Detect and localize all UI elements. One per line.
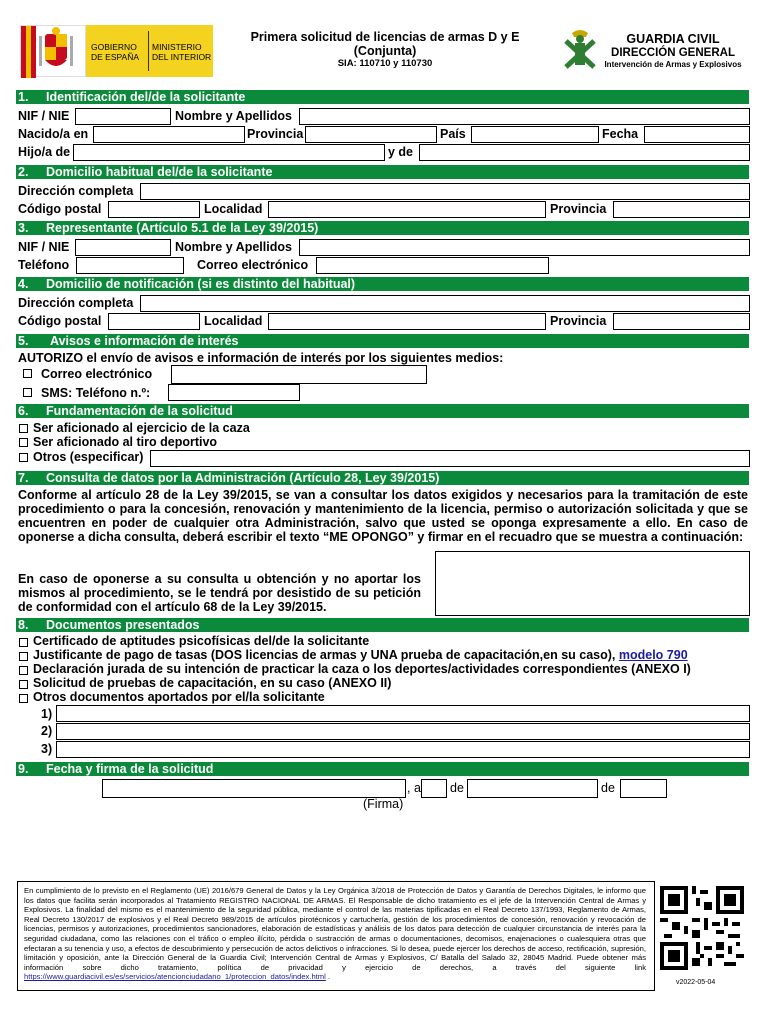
provincia-label: Provincia bbox=[247, 127, 304, 141]
section-2-header bbox=[16, 165, 749, 179]
form-title bbox=[240, 30, 530, 70]
section-9-header bbox=[16, 762, 749, 776]
title-line1: Primera solicitud de licencias de armas D y E bbox=[250, 30, 520, 44]
localidad-label: Localidad bbox=[204, 314, 263, 328]
doc-item-2-label: 2) bbox=[41, 724, 53, 738]
direccion-label: Dirección completa bbox=[18, 296, 134, 310]
localidad-field[interactable] bbox=[268, 201, 546, 218]
section-6-header bbox=[16, 404, 749, 418]
provincia-label: Provincia bbox=[550, 314, 607, 328]
sms-label: SMS: Teléfono n.º: bbox=[41, 386, 151, 400]
cp-field[interactable] bbox=[108, 313, 200, 330]
sms-checkbox[interactable] bbox=[23, 388, 32, 397]
de-label-2: de bbox=[601, 781, 615, 795]
telefono-field[interactable] bbox=[76, 257, 184, 274]
localidad-field[interactable] bbox=[268, 313, 546, 330]
doc-item-3-label: 3) bbox=[41, 742, 53, 756]
de-label-1: de bbox=[450, 781, 464, 795]
doc-item-3-field[interactable] bbox=[56, 741, 750, 758]
section-number: 9. bbox=[18, 762, 29, 776]
nacido-label: Nacido/a en bbox=[18, 127, 89, 141]
section-number: 6. bbox=[18, 404, 29, 418]
doc2-label: Justificante de pago de tasas (DOS licencias de armas y UNA prueba de capacitación,en su caso), bbox=[33, 648, 616, 662]
doc3-label: Declaración jurada de su intención de practicar la caza o los deportes/actividades correspondientes (ANEXO I) bbox=[33, 662, 691, 676]
section-title: Identificación del/de la solicitante bbox=[46, 90, 246, 104]
section-title: Consulta de datos por la Administración (Artículo 28, Ley 39/2015) bbox=[46, 471, 440, 485]
yde-field[interactable] bbox=[419, 144, 750, 161]
sms-phone-field[interactable] bbox=[168, 384, 300, 401]
section-5-header bbox=[16, 334, 749, 348]
otros-label: Otros (especificar) bbox=[33, 450, 144, 464]
section-title: Domicilio habitual del/de la solicitante bbox=[46, 165, 273, 179]
doc-item-1-label: 1) bbox=[41, 707, 53, 721]
section-7-header bbox=[16, 471, 749, 485]
doc1-label: Certificado de aptitudes psicofísicas del/de la solicitante bbox=[33, 634, 370, 648]
section-1-header bbox=[16, 90, 749, 104]
gov-text bbox=[91, 42, 139, 62]
section-title: Avisos e información de interés bbox=[50, 334, 239, 348]
correo-label: Correo electrónico bbox=[197, 258, 309, 272]
section-number: 4. bbox=[18, 277, 29, 291]
guardia-civil-emblem-icon bbox=[560, 27, 600, 75]
version-label: v2022-05-04 bbox=[676, 979, 716, 986]
section-4-header bbox=[16, 277, 749, 291]
me-opongo-box[interactable] bbox=[435, 551, 750, 616]
ministry-text bbox=[152, 42, 211, 62]
section-8-header bbox=[16, 618, 749, 632]
fecha-field[interactable] bbox=[644, 126, 750, 143]
nombre-label: Nombre y Apellidos bbox=[175, 109, 292, 123]
a-label: , a bbox=[407, 781, 421, 795]
section-title: Documentos presentados bbox=[46, 618, 200, 632]
autorizo-text: AUTORIZO el envío de avisos e información de interés por los siguientes medios: bbox=[18, 351, 504, 365]
fecha-label: Fecha bbox=[602, 127, 639, 141]
telefono-label: Teléfono bbox=[18, 258, 70, 272]
coat-of-arms-icon bbox=[20, 25, 86, 77]
sia-code: SIA: 110710 y 110730 bbox=[337, 58, 433, 69]
provincia-field[interactable] bbox=[613, 201, 750, 218]
yde-label: y de bbox=[388, 145, 414, 159]
doc5-checkbox[interactable] bbox=[19, 694, 28, 703]
direccion-label: Dirección completa bbox=[18, 184, 134, 198]
legal-notice bbox=[24, 886, 646, 982]
section-number: 8. bbox=[18, 618, 29, 632]
gov-line2: DE ESPAÑA bbox=[91, 52, 140, 62]
gc-title: GUARDIA CIVIL bbox=[626, 32, 720, 46]
provincia-field[interactable] bbox=[305, 126, 437, 143]
section-number: 1. bbox=[18, 90, 29, 104]
anio-field[interactable] bbox=[620, 779, 667, 798]
nif-label: NIF / NIE bbox=[18, 109, 70, 123]
lugar-field[interactable] bbox=[102, 779, 406, 798]
pais-label: País bbox=[440, 127, 466, 141]
firma-label: (Firma) bbox=[363, 797, 404, 811]
doc4-checkbox[interactable] bbox=[19, 680, 28, 689]
nacido-field[interactable] bbox=[93, 126, 245, 143]
section-title: Fecha y firma de la solicitud bbox=[46, 762, 214, 776]
localidad-label: Localidad bbox=[204, 202, 263, 216]
direccion-field[interactable] bbox=[140, 295, 750, 312]
section-number: 7. bbox=[18, 471, 29, 485]
section-number: 2. bbox=[18, 165, 29, 179]
doc3-checkbox[interactable] bbox=[19, 666, 28, 675]
doc4-label: Solicitud de pruebas de capacitación, en su caso (ANEXO II) bbox=[33, 676, 392, 690]
section-title: Representante (Artículo 5.1 de la Ley 39/2015) bbox=[46, 221, 319, 235]
section-title: Domicilio de notificación (si es distinto del habitual) bbox=[46, 277, 356, 291]
direccion-field[interactable] bbox=[140, 183, 750, 200]
provincia-field[interactable] bbox=[613, 313, 750, 330]
nif-label: NIF / NIE bbox=[18, 240, 70, 254]
legal-text: En cumplimiento de lo previsto en el Reglamento (UE) 2016/679 General de Datos y la Ley Orgánica 3/2018 de Protección de Datos y Garantía de Derechos Digitales, le informo que los datos que facilita serán incorporados al Tratamiento REGISTRO NACIONAL DE ARMAS. El Responsable de dicho tratamiento es el jefe de la Intervención Central de Armas y Explosivos. La finalidad del mismo es el mantenimiento de la seguridad pública, mediante el control de las materias tipificadas en el Real Decreto 137/1993, Reglamento de Armas, Real Decreto 130/2017 de explosivos y el Real Decreto 989/2015 de artículos pirotécnicos y cartuchería, gestión de los procedimientos de concesión, renovación y revocación de licencias, permisos y autorizaciones, procedimientos sancionadores, elaboración de estadísticas y análisis de los datos para detección de cualquier circunstancia de interés para la seguridad ciudadana, como las relaciones con el tráfico o empleo ilícito, pérdida o sustracción de armas o documentaciones, decomisos, enajenaciones o cualesquiera otras que efectaran a su tenencia y uso, a efectos de descubrimiento y persecución de actos delictivos o infracciones. Si lo desea, puede ejercer los derechos de acceso, rectificación, supresión, limitación y oposición, ante la Dirección General de la Guardia Civil; Intervención Central de Armas y Explosivos, C/ Batalla del Salado 32, 28045 Madrid. Puede obtener más información sobre dicho tratamiento, política de privacidad y ejercicio de derechos, a través del siguiente link bbox=[24, 886, 646, 972]
cp-label: Código postal bbox=[18, 314, 102, 328]
qr-code-icon bbox=[660, 886, 744, 970]
section-title: Fundamentación de la solicitud bbox=[46, 404, 233, 418]
nombre-field[interactable] bbox=[299, 108, 750, 125]
nombre-label: Nombre y Apellidos bbox=[175, 240, 292, 254]
nombre-field[interactable] bbox=[299, 239, 750, 256]
consulta-paragraph: Conforme al artículo 28 de la Ley 39/2015, se van a consultar los datos exigidos y necesarios para la tramitación de este procedimiento o para la concesión, renovación y mantenimiento de la licencia, permiso o autorización solicitada y que se encuentren en poder de cualquier otra Administración, salvo que usted se oponga expresamente a ello. En caso de oponerse a dicha consulta, deberá escribir el texto “ME OPONGO” y firmar en el recuadro que se muestra a continuación: bbox=[18, 488, 748, 544]
otros-field[interactable] bbox=[150, 450, 750, 467]
pais-field[interactable] bbox=[471, 126, 599, 143]
cp-field[interactable] bbox=[108, 201, 200, 218]
dia-field[interactable] bbox=[421, 779, 447, 798]
hijo-field[interactable] bbox=[73, 144, 385, 161]
caza-checkbox[interactable] bbox=[19, 424, 28, 433]
nif-field[interactable] bbox=[75, 239, 171, 256]
mes-field[interactable] bbox=[467, 779, 598, 798]
aviso-correo-field[interactable] bbox=[171, 365, 427, 384]
correo-label: Correo electrónico bbox=[41, 367, 153, 381]
otros-checkbox[interactable] bbox=[19, 453, 28, 462]
legal-text-tail: . bbox=[327, 972, 331, 982]
correo-checkbox[interactable] bbox=[23, 369, 32, 378]
ministry-line1: MINISTERIO bbox=[152, 42, 202, 52]
government-logo bbox=[20, 25, 213, 77]
gc-subtitle2: Intervención de Armas y Explosivos bbox=[604, 60, 742, 69]
doc-item-2-field[interactable] bbox=[56, 723, 750, 740]
ministry-line2: DEL INTERIOR bbox=[152, 52, 212, 62]
privacy-link[interactable]: https://www.guardiacivil.es/es/servicios/atencionciudadano_1/proteccion_datos/index.html bbox=[24, 972, 326, 982]
nif-field[interactable] bbox=[75, 108, 171, 125]
tiro-label: Ser aficionado al tiro deportivo bbox=[33, 435, 218, 449]
cp-label: Código postal bbox=[18, 202, 102, 216]
section-number: 5. bbox=[18, 334, 29, 348]
doc1-checkbox[interactable] bbox=[19, 638, 28, 647]
doc5-label: Otros documentos aportados por el/la solicitante bbox=[33, 690, 325, 704]
hijo-label: Hijo/a de bbox=[18, 145, 71, 159]
section-number: 3. bbox=[18, 221, 29, 235]
tiro-checkbox[interactable] bbox=[19, 438, 28, 447]
oposicion-paragraph: En caso de oponerse a su consulta u obtención y no aportar los mismos al procedimiento, se le tendrá por desistido de su petición de conformidad con el artículo 68 de la Ley 39/2015. bbox=[18, 572, 421, 614]
gc-subtitle: DIRECCIÓN GENERAL bbox=[611, 47, 735, 59]
provincia-label: Provincia bbox=[550, 202, 607, 216]
correo-field[interactable] bbox=[316, 257, 549, 274]
gov-line1: GOBIERNO bbox=[91, 42, 137, 52]
guardia-civil-block bbox=[598, 32, 748, 70]
modelo-790-link[interactable]: modelo 790 bbox=[618, 648, 688, 662]
section-3-header bbox=[16, 221, 749, 235]
doc-item-1-field[interactable] bbox=[56, 705, 750, 722]
title-line2: (Conjunta) bbox=[353, 44, 417, 58]
caza-label: Ser aficionado al ejercicio de la caza bbox=[33, 421, 250, 435]
doc2-checkbox[interactable] bbox=[19, 652, 28, 661]
doc2-line bbox=[33, 648, 688, 663]
